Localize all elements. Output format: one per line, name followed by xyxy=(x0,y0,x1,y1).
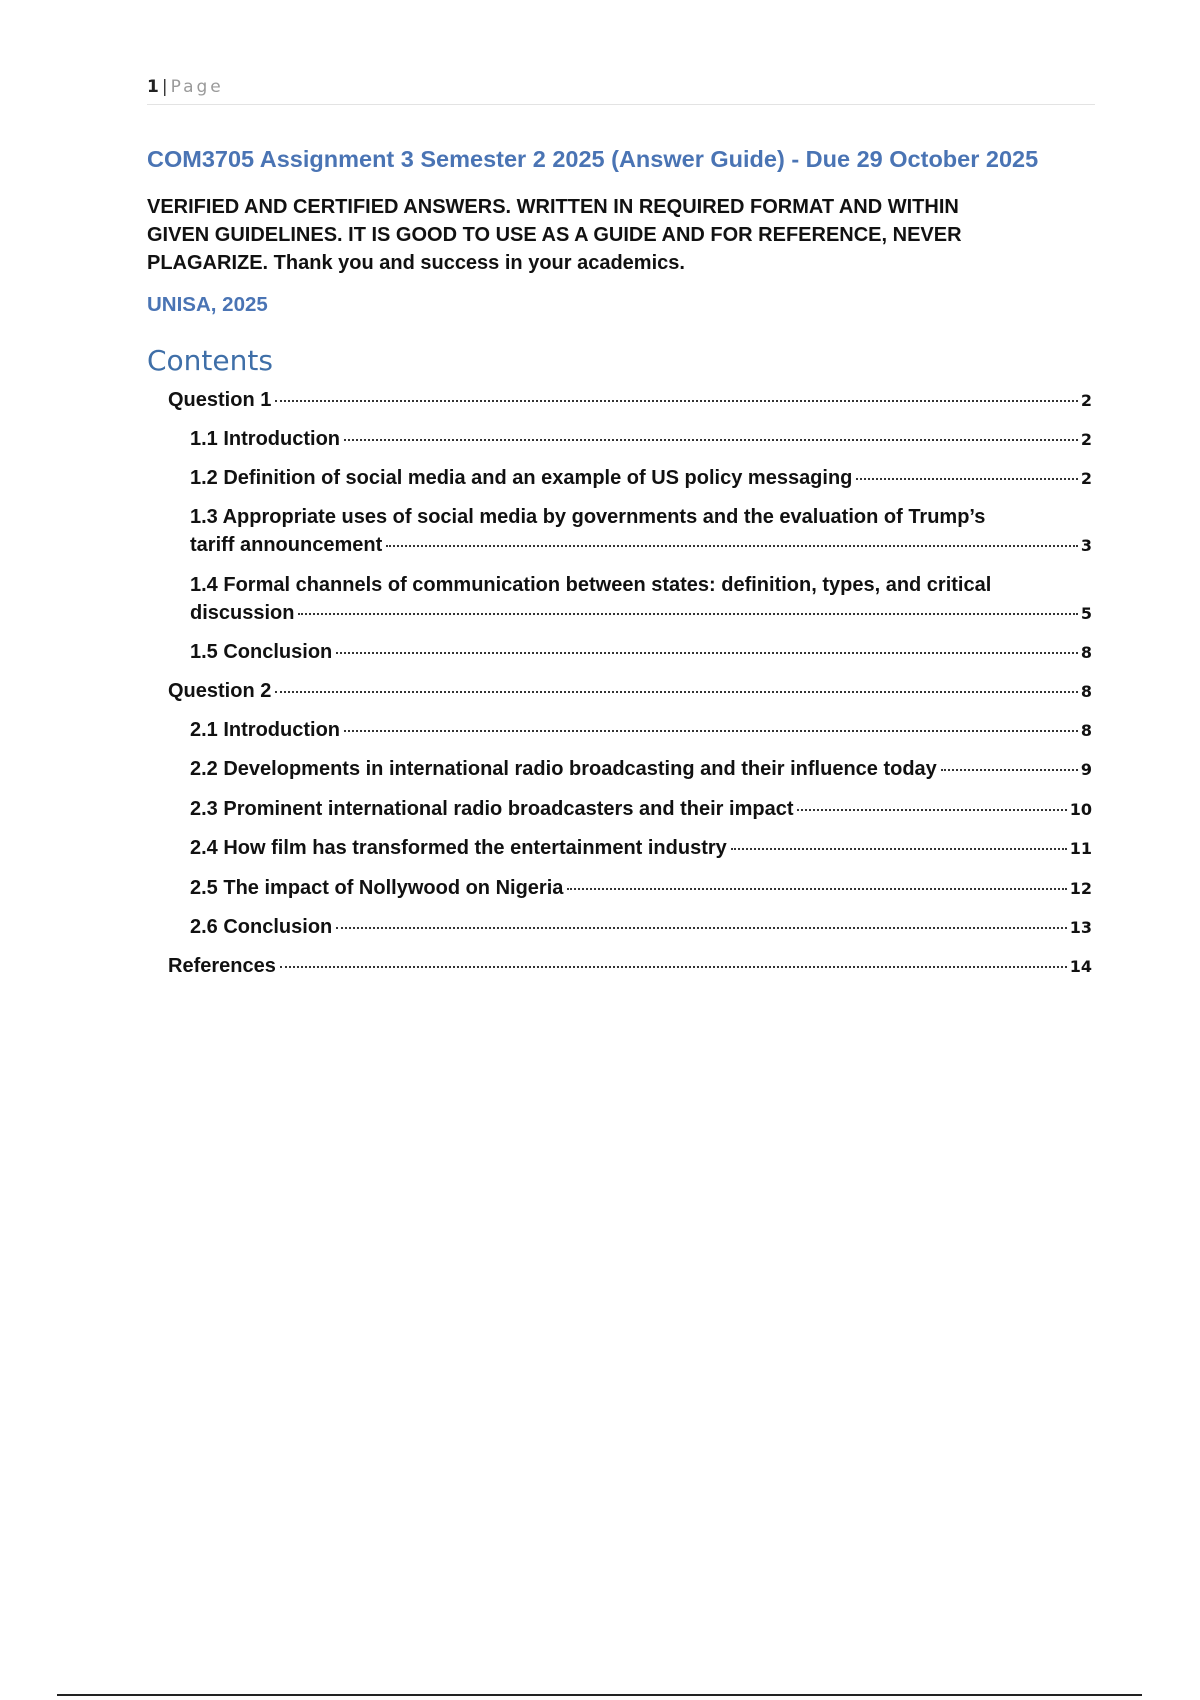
toc-entry-page: 2 xyxy=(1080,430,1092,449)
page-label: Page xyxy=(170,77,224,97)
toc-entry[interactable] xyxy=(190,716,1092,745)
toc-entry-page: 10 xyxy=(1069,800,1092,819)
toc-entry-label: Question 2 xyxy=(168,680,272,702)
toc-entry-label: 2.2 Developments in international radio broadcasting and their influence today xyxy=(190,758,937,780)
toc-entry-page: 2 xyxy=(1080,469,1092,488)
toc-entry-label: discussion xyxy=(190,602,295,624)
toc-entry-label: 2.5 The impact of Nollywood on Nigeria xyxy=(190,877,564,899)
institution-year: UNISA, 2025 xyxy=(147,293,268,316)
toc-entry-page: 8 xyxy=(1080,682,1092,701)
dot-leader xyxy=(275,400,1078,402)
dot-leader xyxy=(567,888,1066,890)
dot-leader xyxy=(797,809,1066,811)
toc-entry[interactable] xyxy=(190,834,1092,863)
toc-entry[interactable] xyxy=(190,425,1092,454)
toc-entry-label: tariff announcement xyxy=(190,534,383,556)
toc-entry-page: 13 xyxy=(1069,918,1092,937)
toc-entry[interactable] xyxy=(168,386,1092,415)
toc-entry-page: 11 xyxy=(1069,839,1092,858)
toc-entry-page: 12 xyxy=(1069,879,1092,898)
dot-leader xyxy=(386,545,1078,547)
toc-entry-label: 1.2 Definition of social media and an example of US policy messaging xyxy=(190,467,853,489)
toc-entry-label: 1.5 Conclusion xyxy=(190,641,333,663)
toc-entry-label: 2.3 Prominent international radio broadcasters and their impact xyxy=(190,798,794,820)
toc-entry-page: 2 xyxy=(1080,391,1092,410)
dot-leader xyxy=(344,730,1078,732)
toc-entry-page: 9 xyxy=(1080,760,1092,779)
dot-leader xyxy=(344,439,1078,441)
toc-entry-page: 14 xyxy=(1069,957,1092,976)
notice-paragraph xyxy=(147,193,1097,277)
toc-entry-page: 3 xyxy=(1080,536,1092,555)
dot-leader xyxy=(298,613,1077,615)
toc-entry-label: Question 1 xyxy=(168,389,272,411)
contents-heading: Contents xyxy=(147,344,273,377)
toc-entry-label-line1: 1.3 Appropriate uses of social media by governments and the evaluation of Trump’s xyxy=(190,506,986,528)
toc-entry-label: 2.1 Introduction xyxy=(190,719,340,741)
dot-leader xyxy=(731,848,1067,850)
dot-leader xyxy=(336,652,1078,654)
toc-entry[interactable] xyxy=(190,913,1092,942)
page-header xyxy=(147,76,1095,105)
toc-entry[interactable] xyxy=(190,755,1092,784)
toc-entry[interactable] xyxy=(168,677,1092,706)
toc-entry-label: 2.4 How film has transformed the entertainment industry xyxy=(190,837,727,859)
toc-entry[interactable] xyxy=(190,874,1092,903)
footer-rule xyxy=(57,1694,1142,1696)
notice-line: VERIFIED AND CERTIFIED ANSWERS. WRITTEN IN REQUIRED FORMAT AND WITHIN xyxy=(147,196,959,218)
toc-entry[interactable] xyxy=(190,503,1092,560)
dot-leader xyxy=(856,478,1077,480)
toc-entry[interactable] xyxy=(190,638,1092,667)
notice-line: PLAGARIZE. Thank you and success in your academics. xyxy=(147,252,685,274)
toc-entry-label: 1.1 Introduction xyxy=(190,428,340,450)
dot-leader xyxy=(941,769,1078,771)
dot-leader xyxy=(280,966,1067,968)
notice-line: GIVEN GUIDELINES. IT IS GOOD TO USE AS A GUIDE AND FOR REFERENCE, NEVER xyxy=(147,224,962,246)
toc-entry[interactable] xyxy=(190,464,1092,493)
toc-entry-page: 8 xyxy=(1080,643,1092,662)
toc-entry-label-line1: 1.4 Formal channels of communication between states: definition, types, and critical xyxy=(190,574,992,596)
page-separator: | xyxy=(161,77,168,97)
toc-entry-label: References xyxy=(168,955,276,977)
dot-leader xyxy=(275,691,1078,693)
toc-entry-page: 8 xyxy=(1080,721,1092,740)
dot-leader xyxy=(336,927,1066,929)
toc-entry-label: 2.6 Conclusion xyxy=(190,916,333,938)
toc-entry[interactable] xyxy=(190,571,1092,628)
page-number: 1 xyxy=(147,77,159,97)
toc-entry-page: 5 xyxy=(1080,604,1092,623)
toc-entry[interactable] xyxy=(168,952,1092,981)
document-title: COM3705 Assignment 3 Semester 2 2025 (Answer Guide) - Due 29 October 2025 xyxy=(147,146,1039,172)
toc-entry[interactable] xyxy=(190,795,1092,824)
